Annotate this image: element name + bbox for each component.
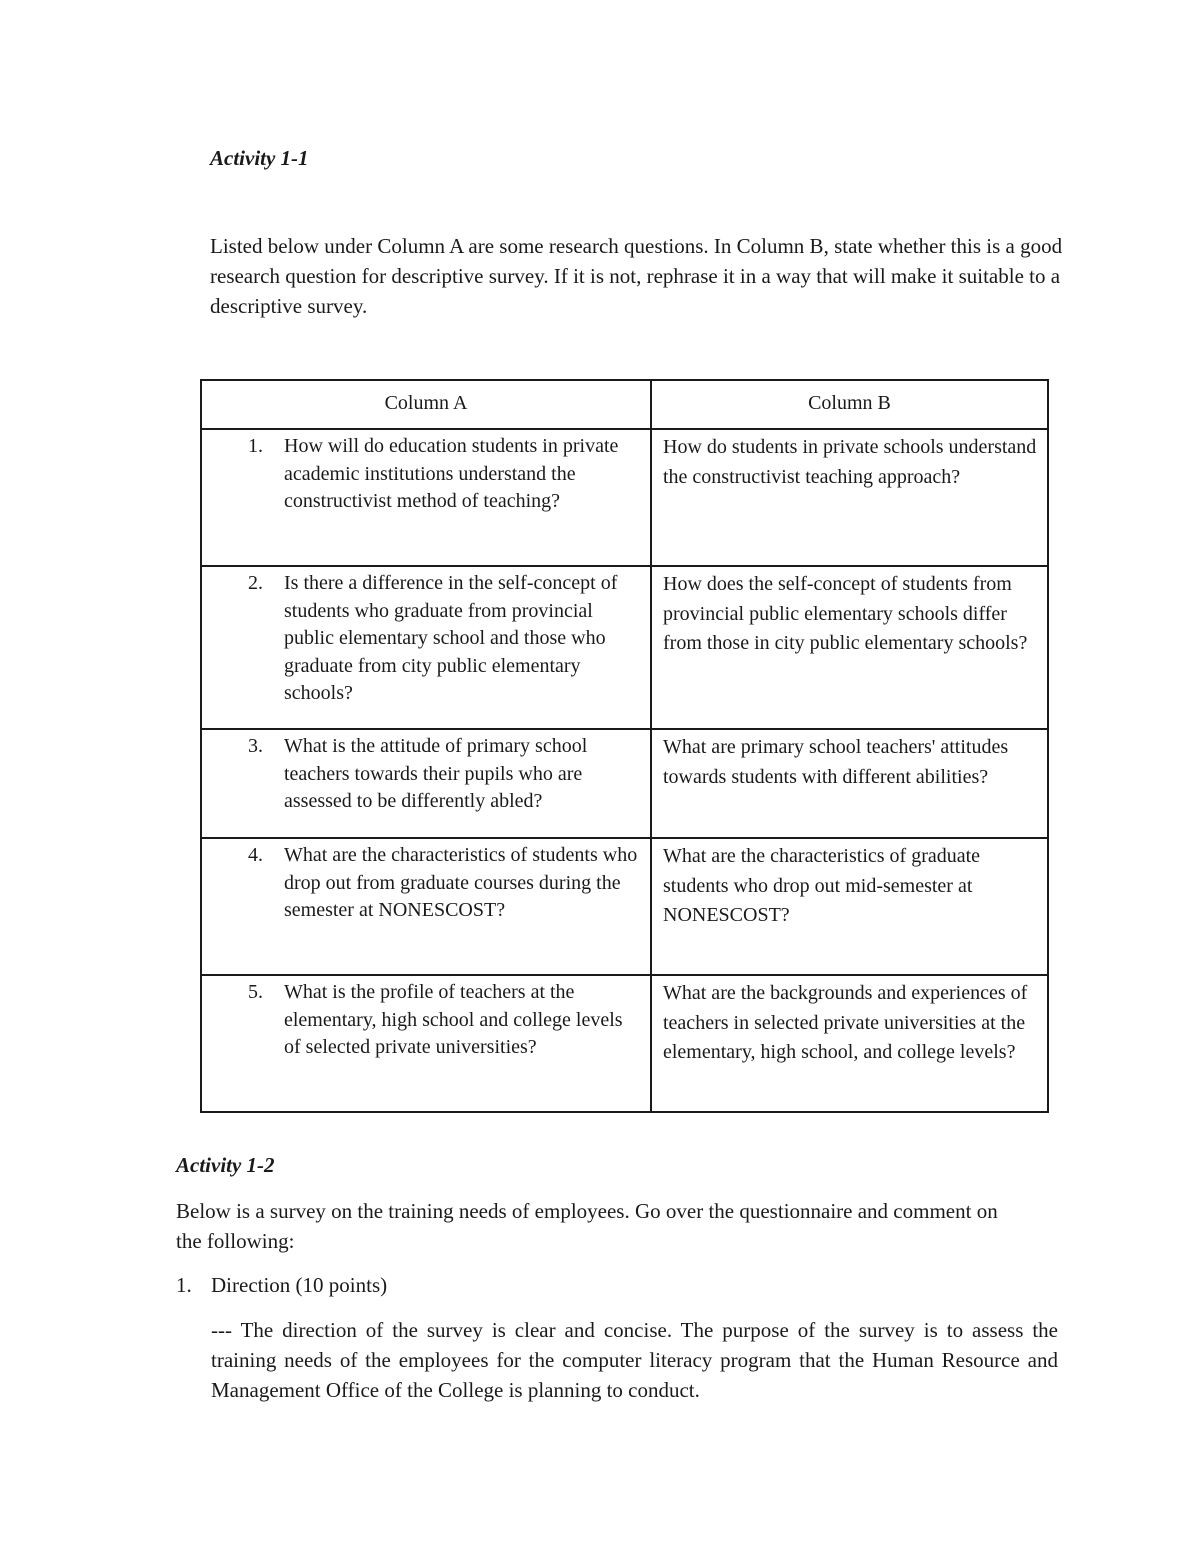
column-a-cell [201, 729, 651, 838]
row-number: 4. [248, 844, 263, 866]
table-row [201, 429, 1048, 566]
activity-1-1-instructions: Listed below under Column A are some research questions. In Column B, state whether this is a good research question for descriptive survey. If it is not, rephrase it in a way that will make it suitable to a descriptive survey. [210, 234, 1063, 318]
column-b-cell [651, 429, 1048, 566]
column-a-cell [201, 429, 651, 566]
revised-question: How do students in private schools understand the constructivist teaching approach? [663, 436, 1037, 488]
table-row [201, 975, 1048, 1112]
original-question: What is the attitude of primary school teachers towards their pupils who are assessed to be differently abled? [284, 735, 588, 812]
column-a-cell [201, 566, 651, 729]
column-a-cell [201, 975, 651, 1112]
activity-1-1-heading: Activity 1-1 [210, 146, 309, 170]
column-b-cell [651, 566, 1048, 729]
revised-question: How does the self-concept of students from provincial public elementary schools differ from those in city public elementary schools? [663, 573, 1028, 654]
column-a-cell [201, 838, 651, 975]
list-item-number: 1. [176, 1273, 192, 1297]
column-b-header: Column B [651, 380, 1048, 429]
original-question: Is there a difference in the self-concept of students who graduate from provincial public elementary school and those who graduate from city public elementary schools? [284, 572, 618, 704]
table-row [201, 566, 1048, 729]
column-b-cell [651, 838, 1048, 975]
table-row [201, 729, 1048, 838]
activity-1-2-instructions: Below is a survey on the training needs of employees. Go over the questionnaire and comment on the following: [176, 1199, 998, 1253]
revised-question: What are the backgrounds and experiences of teachers in selected private universities at the elementary, high school, and college levels? [663, 982, 1028, 1063]
original-question: How will do education students in private academic institutions understand the constructivist method of teaching? [284, 435, 619, 512]
revised-question: What are the characteristics of graduate students who drop out mid-semester at NONESCOST? [663, 845, 981, 926]
revised-question: What are primary school teachers' attitudes towards students with different abilities? [663, 736, 1009, 788]
row-number: 5. [248, 981, 263, 1003]
original-question: What is the profile of teachers at the elementary, high school and college levels of selected private universities? [284, 981, 623, 1058]
column-b-cell [651, 729, 1048, 838]
original-question: What are the characteristics of students who drop out from graduate courses during the semester at NONESCOST? [284, 844, 638, 921]
table-row [201, 838, 1048, 975]
list-item-answer: --- The direction of the survey is clear and concise. The purpose of the survey is to assess the training needs of the employees for the computer literacy program that the Human Resource and Management Office of the College is planning to conduct. [211, 1318, 1058, 1402]
column-b-cell [651, 975, 1048, 1112]
row-number: 2. [248, 572, 263, 594]
table-header-row [201, 380, 1048, 429]
row-number: 3. [248, 735, 263, 757]
list-item-label: Direction (10 points) [211, 1273, 388, 1297]
column-a-header: Column A [201, 380, 651, 429]
activity-1-2-heading: Activity 1-2 [176, 1153, 275, 1177]
research-questions-table [200, 379, 1049, 1113]
row-number: 1. [248, 435, 263, 457]
